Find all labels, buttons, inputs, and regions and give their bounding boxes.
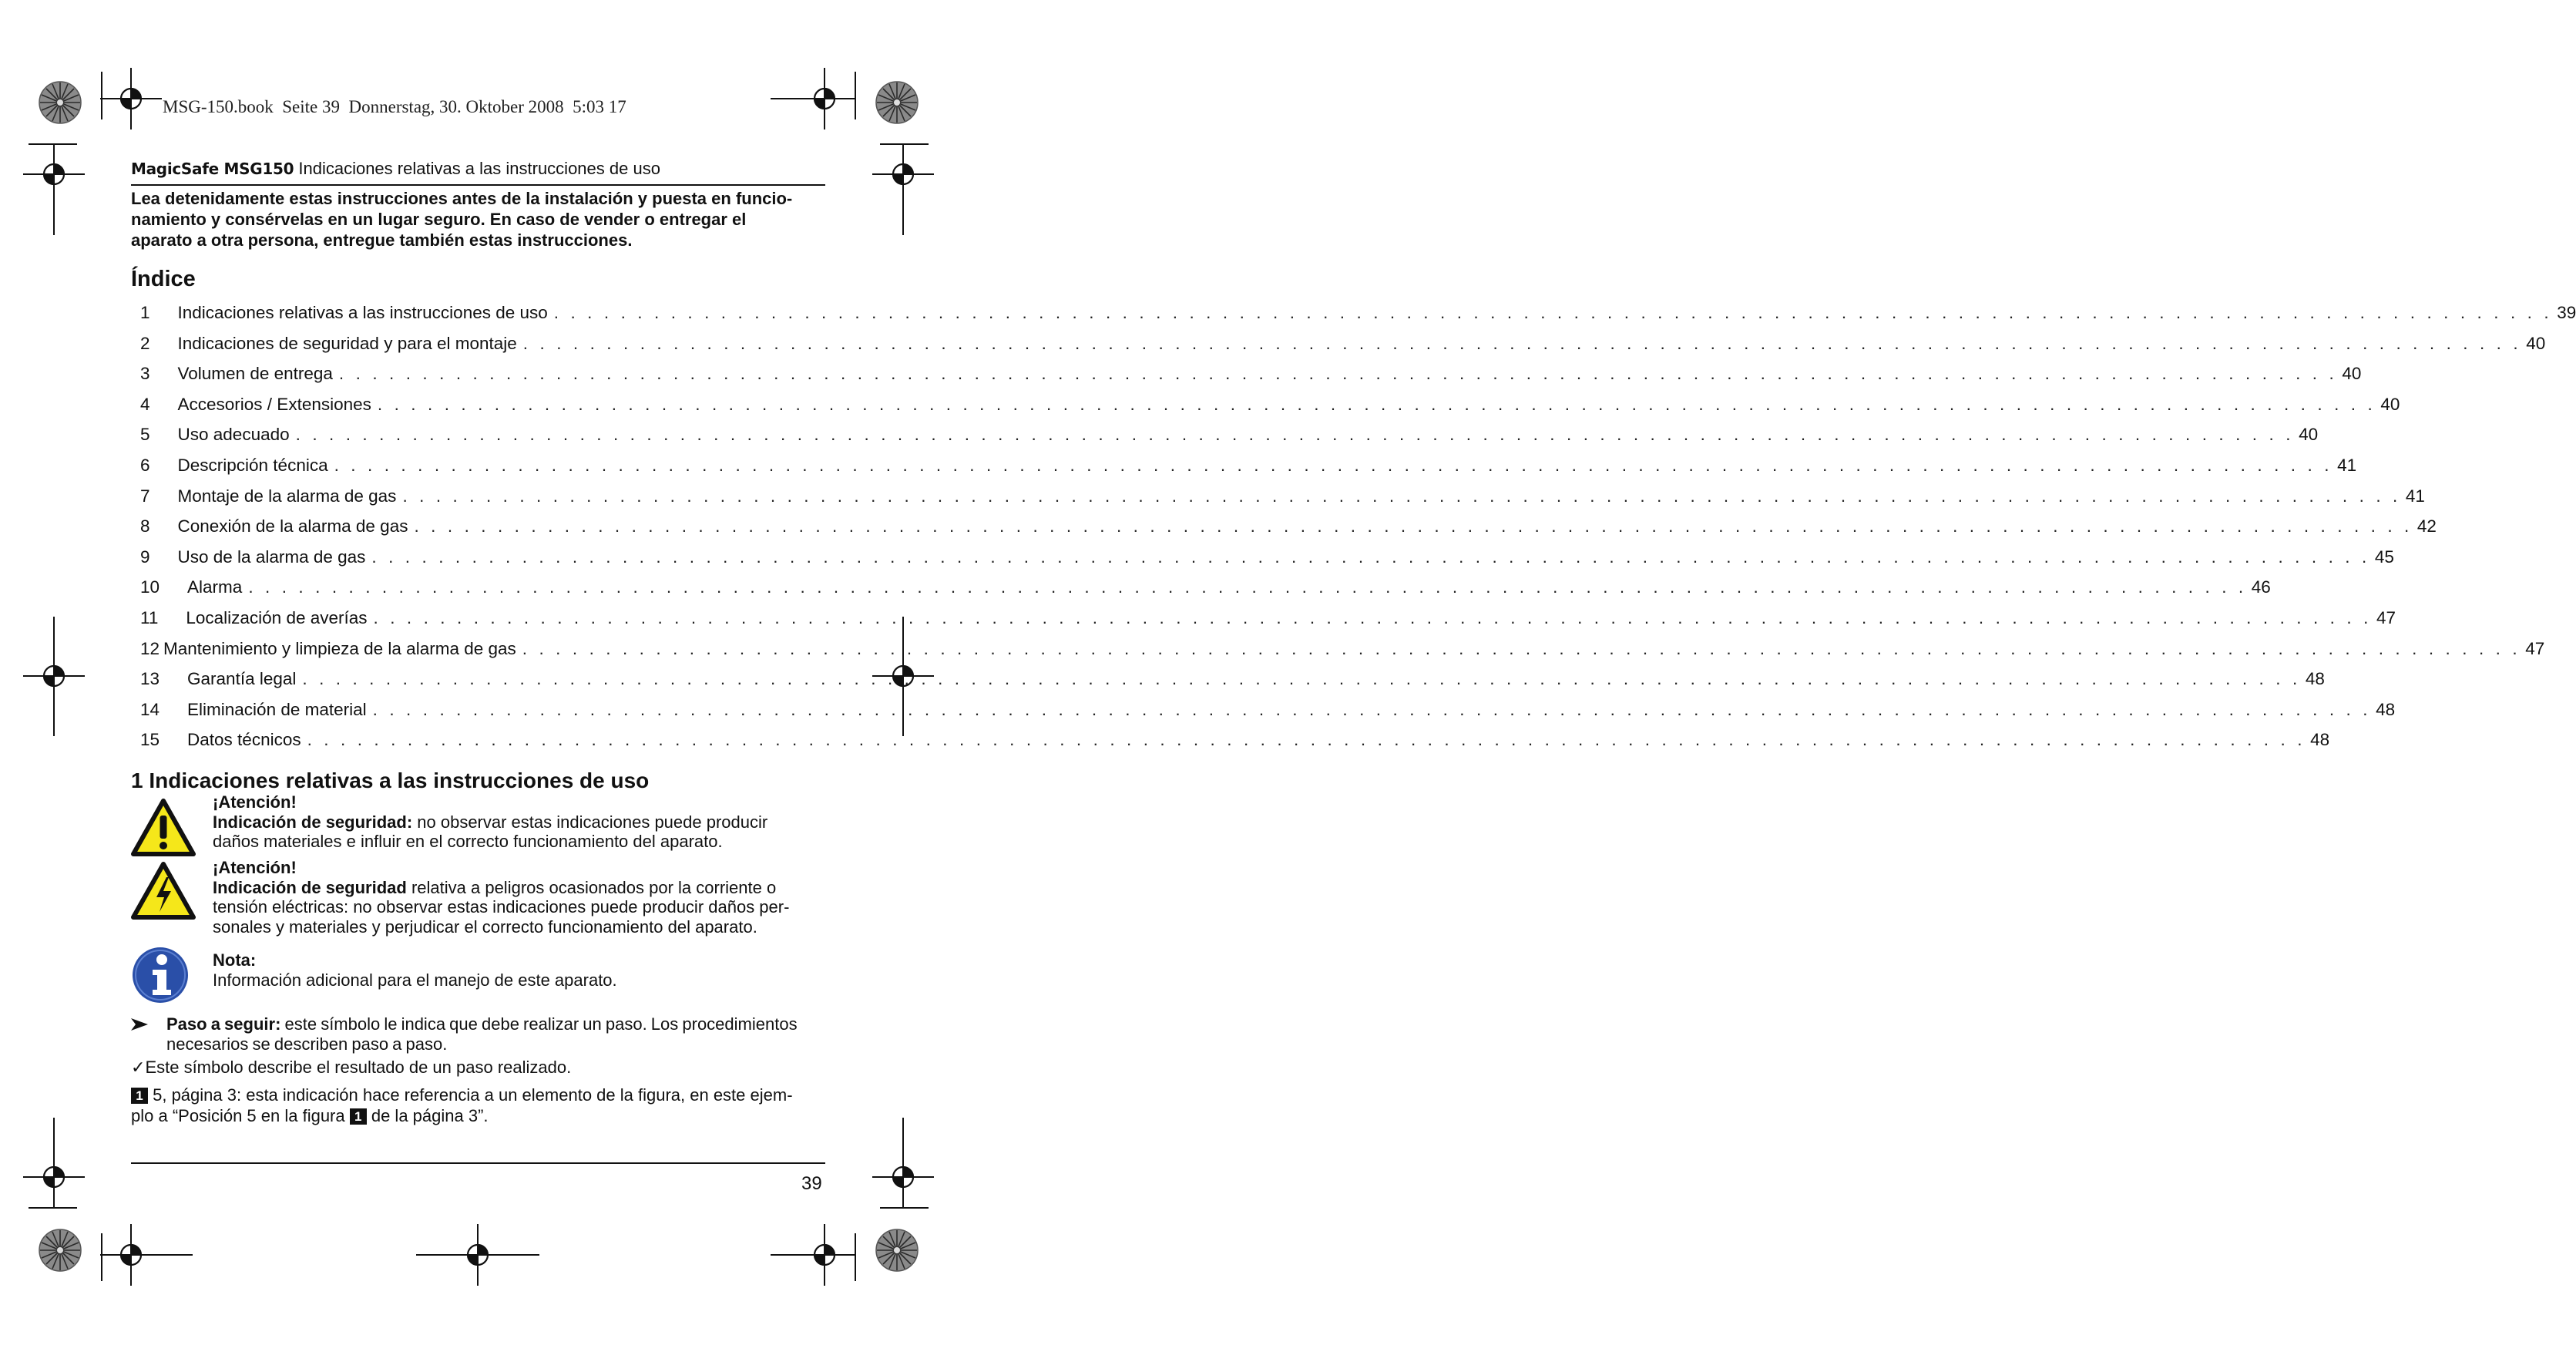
intro-line: Lea detenidamente estas instrucciones antes de la instalación y puesta en funcio-: [131, 189, 793, 208]
electrical-heading: ¡Atención!: [213, 858, 297, 877]
toc-entry-number: 12: [140, 639, 160, 658]
reference-text: de la página 3”.: [366, 1106, 489, 1125]
electrical-text: sonales y materiales y perjudicar el correcto funcionamiento del aparato.: [213, 916, 757, 937]
toc-entry[interactable]: [140, 608, 2396, 631]
toc-entry[interactable]: [140, 486, 2425, 510]
toc-entry-page: 46: [2251, 577, 2271, 597]
toc-entry[interactable]: [140, 516, 2437, 540]
toc-dot-leader: . . . . . . . . . . . . . . . . . . . . . . . . . . . . . . . . . . . . . . . . . . . . . . . . . . . . . . . . . . . . . . . . . . . . . . . . . . . . . . . . . . . . . . . . . . . . . . . . . . . . . . . . . . . . . . . . . . . . . . . .: [372, 700, 2372, 719]
step-instruction: [166, 1014, 829, 1054]
toc-entry-number: 3: [140, 364, 150, 383]
toc-entry[interactable]: [140, 334, 2546, 357]
toc-dot-leader: . . . . . . . . . . . . . . . . . . . . . . . . . . . . . . . . . . . . . . . . . . . . . . . . . . . . . . . . . . . . . . . . . . . . . . . . . . . . . . . . . . . . . . . . . . . . . . . . . . . . . . . . . . . . . . . . . . . . . . . .: [402, 486, 2401, 506]
toc-entry-number: 1: [140, 303, 150, 322]
toc-entry-title: Uso de la alarma de gas: [177, 547, 366, 567]
toc-dot-leader: . . . . . . . . . . . . . . . . . . . . . . . . . . . . . . . . . . . . . . . . . . . . . . . . . . . . . . . . . . . . . . . . . . . . . . . . . . . . . . . . . . . . . . . . . . . . . . . . . . . . . . . . . . . . . . . . . . . . . . . .: [295, 425, 2295, 444]
toc-entry[interactable]: [140, 456, 2357, 479]
checkmark-icon: ✓: [131, 1058, 146, 1077]
toc-entry-page: 48: [2376, 700, 2396, 719]
toc-entry-page: 45: [2374, 547, 2394, 567]
toc-dot-leader: . . . . . . . . . . . . . . . . . . . . . . . . . . . . . . . . . . . . . . . . . . . . . . . . . . . . . . . . . . . . . . . . . . . . . . . . . . . . . . . . . . . . . . . . . . . . . . . . . . . . . . . . . . . . . . . . . . . . . . . .: [302, 669, 2301, 688]
reference-text: plo a “Posición 5 en la figura: [131, 1106, 350, 1125]
toc-entry-title: Uso adecuado: [177, 425, 290, 444]
toc-dot-leader: . . . . . . . . . . . . . . . . . . . . . . . . . . . . . . . . . . . . . . . . . . . . . . . . . . . . . . . . . . . . . . . . . . . . . . . . . . . . . . . . . . . . . . . . . . . . . . . . . . . . . . . . . . . . . . . . . . . . . . . .: [377, 395, 2376, 414]
toc-dot-leader: . . . . . . . . . . . . . . . . . . . . . . . . . . . . . . . . . . . . . . . . . . . . . . . . . . . . . . . . . . . . . . . . . . . . . . . . . . . . . . . . . . . . . . . . . . . . . . . . . . . . . . . . . . . . . . . . . . . . . . . .: [373, 608, 2372, 627]
toc-dot-leader: . . . . . . . . . . . . . . . . . . . . . . . . . . . . . . . . . . . . . . . . . . . . . . . . . . . . . . . . . . . . . . . . . . . . . . . . . . . . . . . . . . . . . . . . . . . . . . . . . . . . . . . . . . . . . . . . . . . . . . . .: [334, 456, 2333, 475]
note-notice: [213, 950, 829, 990]
toc-entry[interactable]: [140, 547, 2394, 570]
toc-entry[interactable]: [140, 577, 2271, 600]
toc-entry-title: Volumen de entrega: [177, 364, 333, 383]
toc-dot-leader: . . . . . . . . . . . . . . . . . . . . . . . . . . . . . . . . . . . . . . . . . . . . . . . . . . . . . . . . . . . . . . . . . . . . . . . . . . . . . . . . . . . . . . . . . . . . . . . . . . . . . . . . . . . . . . . . . . . . . . . .: [553, 303, 2553, 322]
toc-entry-page: 42: [2416, 516, 2437, 536]
section-title: 1 Indicaciones relativas a las instrucciones de uso: [131, 768, 650, 792]
warning-text: daños materiales e influir en el correcto funcionamiento del aparato.: [213, 832, 723, 851]
toc-entry-title: Eliminación de material: [187, 700, 367, 719]
toc-entry-page: 41: [2405, 486, 2425, 506]
toc-dot-leader: . . . . . . . . . . . . . . . . . . . . . . . . . . . . . . . . . . . . . . . . . . . . . . . . . . . . . . . . . . . . . . . . . . . . . . . . . . . . . . . . . . . . . . . . . . . . . . . . . . . . . . . . . . . . . . . . . . . . . . . .: [338, 364, 2338, 383]
warning-label: Indicación de seguridad:: [213, 812, 413, 832]
electrical-hazard-icon: [131, 862, 196, 920]
toc-title: Índice: [131, 267, 196, 291]
toc-entry-title: Garantía legal: [187, 669, 297, 688]
toc-entry-page: 40: [2526, 334, 2546, 353]
toc-entry[interactable]: [140, 730, 2330, 753]
toc-entry-title: Conexión de la alarma de gas: [177, 516, 408, 536]
toc-entry[interactable]: [140, 364, 2362, 387]
note-text: Información adicional para el manejo de este aparato.: [213, 970, 617, 990]
electrical-text: tensión eléctricas: no observar estas indicaciones puede producir daños per-: [213, 897, 790, 916]
step-text: este símbolo le indica que debe realizar un paso. Los procedimientos: [280, 1014, 798, 1034]
warning-heading: ¡Atención!: [213, 792, 297, 812]
toc-entry-number: 11: [140, 608, 159, 627]
result-line: [131, 1058, 571, 1078]
warning-triangle-icon: [131, 799, 196, 857]
toc-entry-page: 39: [2557, 303, 2576, 322]
reference-text: 5, página 3: esta indicación hace referencia a un elemento de la figura, en este ejem-: [148, 1085, 793, 1105]
toc-entry-title: Indicaciones relativas a las instrucciones de uso: [177, 303, 548, 322]
toc-entry[interactable]: [140, 669, 2325, 692]
result-text: Este símbolo describe el resultado de un paso realizado.: [145, 1058, 572, 1077]
electrical-text: relativa a peligros ocasionados por la corriente o: [406, 877, 777, 897]
toc-entry-title: Descripción técnica: [177, 456, 328, 475]
toc-entry-title: Localización de averías: [186, 608, 368, 627]
toc-entry-page: 48: [2305, 669, 2325, 688]
toc-entry-page: 40: [2299, 425, 2319, 444]
toc-entry-number: 2: [140, 334, 150, 353]
toc-entry-page: 47: [2376, 608, 2396, 627]
figure-number-badge: 1: [350, 1108, 367, 1125]
intro-line: namiento y consérvelas en un lugar seguro. En caso de vender o entregar el: [131, 210, 747, 229]
toc-entry-number: 14: [140, 700, 160, 719]
warning-text: no observar estas indicaciones puede producir: [412, 812, 768, 832]
print-header: MSG-150.book Seite 39 Donnerstag, 30. Oktober 2008 5:03 17: [163, 97, 626, 116]
toc-dot-leader: . . . . . . . . . . . . . . . . . . . . . . . . . . . . . . . . . . . . . . . . . . . . . . . . . . . . . . . . . . . . . . . . . . . . . . . . . . . . . . . . . . . . . . . . . . . . . . . . . . . . . . . . . . . . . . . . . . . . . . . .: [414, 516, 2413, 536]
toc-entry-number: 9: [140, 547, 150, 567]
note-heading: Nota:: [213, 950, 257, 970]
step-label: Paso a seguir:: [166, 1014, 281, 1034]
info-icon: [131, 946, 190, 1004]
intro-line: aparato a otra persona, entregue también estas instrucciones.: [131, 230, 633, 250]
toc-entry-number: 8: [140, 516, 150, 536]
running-header-title: Indicaciones relativas a las instrucciones de uso: [298, 159, 660, 178]
warning-notice: [213, 792, 829, 852]
toc-entry-title: Indicaciones de seguridad y para el montaje: [177, 334, 517, 353]
toc-entry[interactable]: [140, 303, 2576, 326]
toc-entry-page: 48: [2310, 730, 2330, 749]
electrical-label: Indicación de seguridad: [213, 877, 407, 897]
page-number: 39: [801, 1173, 822, 1194]
toc-entry-number: 13: [140, 669, 160, 688]
toc-entry-number: 6: [140, 456, 150, 475]
toc-entry-number: 15: [140, 730, 160, 749]
toc-entry-title: Mantenimiento y limpieza de la alarma de gas: [163, 639, 516, 658]
figure-reference: [131, 1085, 828, 1126]
toc-entry-number: 10: [140, 577, 160, 597]
step-text: necesarios se describen paso a paso.: [166, 1034, 448, 1054]
running-header: [131, 159, 825, 179]
toc-entry[interactable]: [140, 639, 2545, 662]
toc-entry[interactable]: [140, 425, 2319, 448]
toc-entry-page: 40: [2380, 395, 2400, 414]
toc-entry[interactable]: [140, 395, 2400, 418]
intro-paragraph: [131, 188, 828, 251]
toc-entry-page: 40: [2342, 364, 2362, 383]
toc-entry-page: 41: [2337, 456, 2357, 475]
toc-entry[interactable]: [140, 700, 2396, 723]
header-rule: [131, 184, 825, 186]
toc-entry-title: Accesorios / Extensiones: [177, 395, 371, 414]
toc-entry-title: Montaje de la alarma de gas: [177, 486, 397, 506]
toc-entry-number: 5: [140, 425, 150, 444]
toc-dot-leader: . . . . . . . . . . . . . . . . . . . . . . . . . . . . . . . . . . . . . . . . . . . . . . . . . . . . . . . . . . . . . . . . . . . . . . . . . . . . . . . . . . . . . . . . . . . . . . . . . . . . . . . . . . . . . . . . . . . . . . . .: [248, 577, 2247, 597]
electrical-notice: [213, 858, 829, 937]
toc-dot-leader: . . . . . . . . . . . . . . . . . . . . . . . . . . . . . . . . . . . . . . . . . . . . . . . . . . . . . . . . . . . . . . . . . . . . . . . . . . . . . . . . . . . . . . . . . . . . . . . . . . . . . . . . . . . . . . . . . . . . . . . .: [522, 639, 2521, 658]
toc-dot-leader: . . . . . . . . . . . . . . . . . . . . . . . . . . . . . . . . . . . . . . . . . . . . . . . . . . . . . . . . . . . . . . . . . . . . . . . . . . . . . . . . . . . . . . . . . . . . . . . . . . . . . . . . . . . . . . . . . . . . . . . .: [371, 547, 2370, 567]
toc-dot-leader: . . . . . . . . . . . . . . . . . . . . . . . . . . . . . . . . . . . . . . . . . . . . . . . . . . . . . . . . . . . . . . . . . . . . . . . . . . . . . . . . . . . . . . . . . . . . . . . . . . . . . . . . . . . . . . . . . . . . . . . .: [522, 334, 2522, 353]
arrow-right-icon: [131, 1017, 148, 1031]
toc-entry-title: Datos técnicos: [187, 730, 301, 749]
toc-dot-leader: . . . . . . . . . . . . . . . . . . . . . . . . . . . . . . . . . . . . . . . . . . . . . . . . . . . . . . . . . . . . . . . . . . . . . . . . . . . . . . . . . . . . . . . . . . . . . . . . . . . . . . . . . . . . . . . . . . . . . . . .: [307, 730, 2306, 749]
brand-name: MagicSafe MSG150: [131, 160, 294, 178]
figure-number-badge: 1: [131, 1088, 148, 1104]
toc-entry-number: 4: [140, 395, 150, 414]
footer-rule: [131, 1162, 825, 1164]
toc-entry-title: Alarma: [187, 577, 243, 597]
toc-entry-number: 7: [140, 486, 150, 506]
toc-entry-page: 47: [2525, 639, 2545, 658]
